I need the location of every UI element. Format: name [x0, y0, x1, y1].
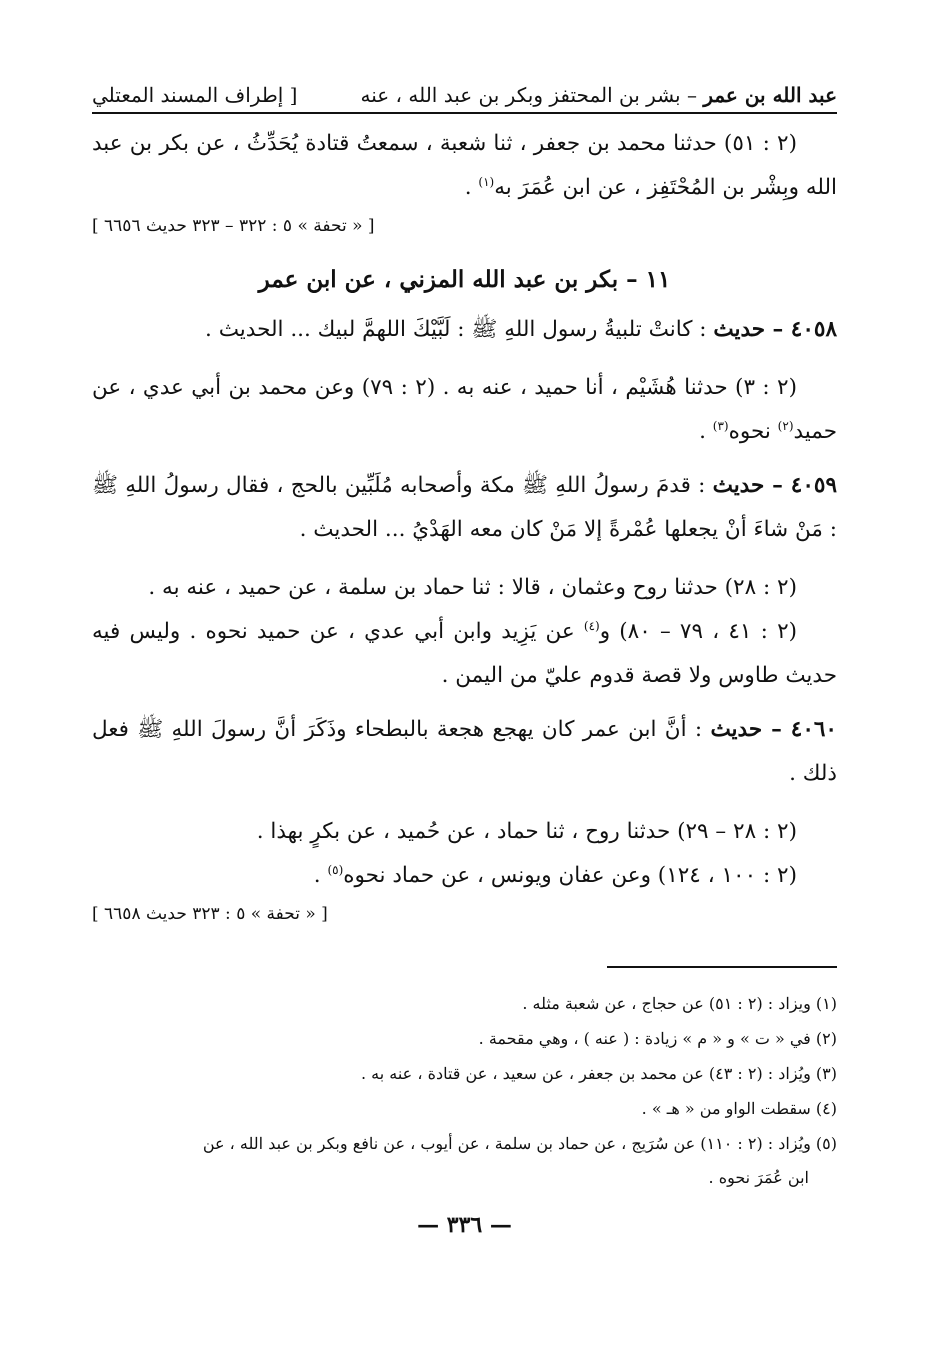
hadith-4060-chain-2: (٢ : ١٠٠ ، ١٢٤) وعن عفان ويونس ، عن حماد نحوه$^{(٥)}$ . [313, 862, 797, 888]
hadith-keyword: حديث [713, 317, 766, 342]
section-heading: ١١ – بكر بن عبد الله المزني ، عن ابن عمر [258, 266, 671, 293]
page [92, 80, 837, 1245]
page-number: — ٣٣٦ — [417, 1212, 512, 1238]
footnote-mark: (٢) [777, 418, 794, 433]
footnote-5: (٥) ويُزاد : (٢ : ١١٠) عن سُرَيج ، عن حماد بن سلمة ، عن أيوب ، عن نافع وبكر بن عبد الله ، عن [202, 1134, 837, 1153]
hadith-4059: ٤٠٥٩ – حديث : قدمَ رسولُ اللهِ ﷺ مكة وأصحابه مُلَبِّين بالحج ، فقال رسولُ اللهِ ﷺ : مَنْ شاءَ أنْ يجعلها عُمْرةً إلا مَنْ كان معه الهَدْيُ ... الحديث . [92, 473, 837, 542]
header-title: عبد الله بن عمر – بشر بن المحتفز وبكر بن عبد الله ، عنه [360, 83, 837, 107]
hadith-4059-chain-1: (٢ : ٢٨) حدثنا روح وعثمان ، قالا : ثنا حماد بن سلمة ، عن حميد ، عنه به . [148, 575, 797, 600]
footnote-5-continued: ابن عُمَرَ نحوه . [708, 1168, 809, 1187]
header-book-title: [ إطراف المسند المعتلي [92, 83, 298, 107]
footnote-4: (٤) سقطت الواو من « هـ » . [641, 1099, 837, 1118]
footnote-mark: (٣) [712, 418, 729, 433]
hadith-4058-chain: (٢ : ٣) حدثنا هُشَيْم ، أنا حميد ، عنه به . (٢ : ٧٩) وعن محمد بن أبي عدي ، عن حميد$^{(٢)}$ نحوه$^{(٣)}$ . [92, 375, 837, 444]
tuhfa-reference: [ « تحفة » ٥ : ٣٢٣ حديث ٦٦٥٨ ] [92, 904, 328, 924]
hadith-number: ٤٠٦٠ [790, 717, 837, 742]
tuhfa-reference: [ « تحفة » ٥ : ٣٢٢ – ٣٢٣ حديث ٦٦٥٦ ] [92, 216, 375, 236]
footnote-3: (٣) ويُزاد : (٢ : ٤٣) عن محمد بن جعفر ، عن سعيد ، عن قتادة ، عنه به . [360, 1064, 837, 1083]
footnote-1: (١) ويزاد : (٢ : ٥١) عن حجاج ، عن شعبة مثله . [522, 994, 837, 1013]
hadith-4059-chain-2: (٢ : ٤١ ، ٧٩ – ٨٠) و$^{(٤)}$ عن يَزِيد وابن أبي عدي ، عن حميد نحوه . وليس فيه حديث طاوس ولا قصة قدوم عليّ من اليمن . [92, 618, 837, 688]
hadith-4058: ٤٠٥٨ – حديث : كانتْ تلبيةُ رسول اللهِ ﷺ : لَبَّيْكَ اللهمَّ لبيك ... الحديث . [205, 317, 837, 342]
footnote-mark: (٤) [583, 618, 600, 633]
footnote-mark: (١) [478, 174, 495, 189]
hadith-4060-chain-1: (٢ : ٢٨ – ٢٩) حدثنا روح ، ثنا حماد ، عن حُميد ، عن بكرٍ بهذا . [256, 819, 797, 844]
running-head [92, 80, 837, 114]
intro-chain: (٢ : ٥١) حدثنا محمد بن جعفر ، ثنا شعبة ، سمعتُ قتادة يُحَدِّثُ ، عن بكر بن عبد الله وبِشْر بن المُحْتَفِز ، عن ابن عُمَرَ به$^{(١)}$ . [92, 131, 837, 200]
footnote-separator [607, 966, 837, 968]
hadith-keyword: حديث [712, 473, 765, 498]
footnote-mark: (٥) [327, 862, 344, 877]
footnotes [92, 986, 837, 1195]
hadith-keyword: حديث [710, 717, 763, 742]
footnote-2: (٢) في « ت » و « م » زيادة : ( عنه ) ، وهي مقحمة . [478, 1029, 837, 1048]
hadith-4060: ٤٠٦٠ – حديث : أنَّ ابن عمر كان يهجع هجعة بالبطحاء وذَكَرَ أنَّ رسولَ اللهِ ﷺ فعل ذلك . [92, 717, 837, 786]
hadith-number: ٤٠٥٨ [790, 317, 837, 342]
hadith-number: ٤٠٥٩ [790, 473, 837, 498]
